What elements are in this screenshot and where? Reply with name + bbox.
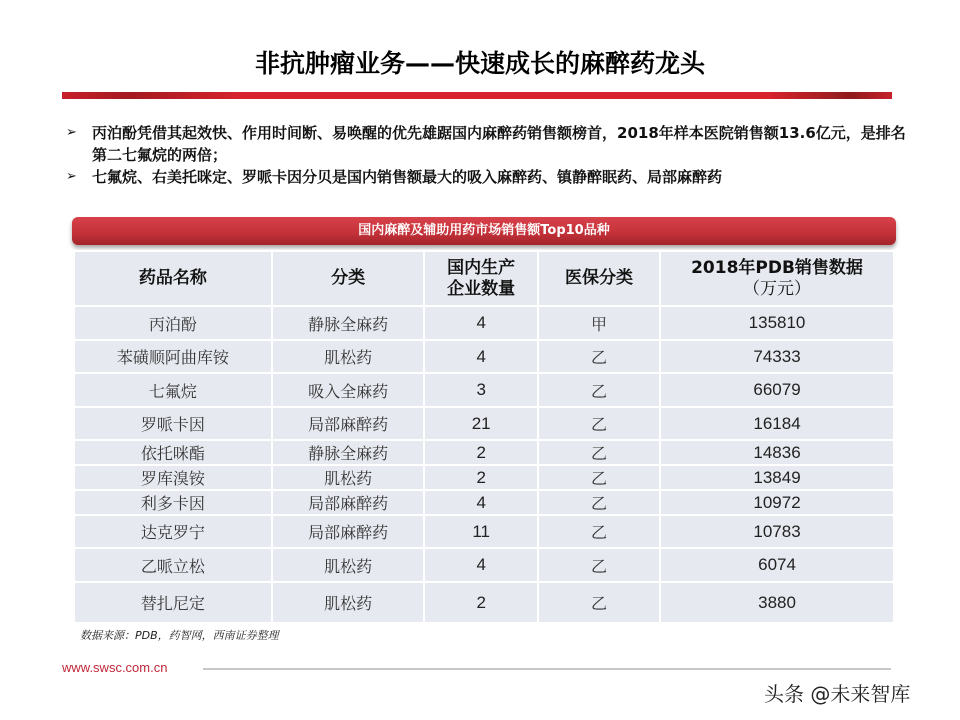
cell-category: 静脉全麻药 [272, 306, 425, 340]
cell-category: 肌松药 [272, 548, 425, 582]
footer-divider [203, 668, 891, 670]
table-banner: 国内麻醉及辅助用药市场销售额Top10品种 [72, 217, 896, 245]
cell-manufacturers: 3 [424, 373, 537, 407]
table-row [74, 306, 894, 340]
top10-drugs-table [73, 250, 895, 624]
cell-manufacturers: 21 [424, 407, 537, 440]
cell-sales: 10783 [660, 515, 894, 548]
cell-manufacturers: 4 [424, 548, 537, 582]
cell-category: 肌松药 [272, 582, 425, 623]
cell-manufacturers: 4 [424, 490, 537, 515]
table-header-row [74, 251, 894, 306]
table-row [74, 490, 894, 515]
cell-drug-name: 丙泊酚 [74, 306, 272, 340]
cell-sales: 10972 [660, 490, 894, 515]
table-row [74, 465, 894, 490]
cell-manufacturers: 4 [424, 340, 537, 373]
bullet-text: 七氟烷、右美托咪定、罗哌卡因分贝是国内销售额最大的吸入麻醉药、镇静醉眠药、局部麻醉药 [92, 168, 723, 186]
cell-insurance: 乙 [538, 515, 660, 548]
cell-category: 吸入全麻药 [272, 373, 425, 407]
cell-drug-name: 依托咪酯 [74, 440, 272, 465]
header-sales: 2018年PDB销售数据 （万元） [660, 251, 894, 306]
cell-manufacturers: 2 [424, 440, 537, 465]
cell-sales: 6074 [660, 548, 894, 582]
cell-sales: 135810 [660, 306, 894, 340]
arrow-right-icon: ➢ [66, 169, 77, 184]
cell-drug-name: 利多卡因 [74, 490, 272, 515]
title-underline [62, 92, 892, 99]
table-row [74, 548, 894, 582]
table-row [74, 373, 894, 407]
table-row [74, 407, 894, 440]
cell-insurance: 乙 [538, 490, 660, 515]
cell-insurance: 乙 [538, 373, 660, 407]
header-manufacturers: 国内生产 企业数量 [424, 251, 537, 306]
cell-drug-name: 七氟烷 [74, 373, 272, 407]
header-insurance: 医保分类 [538, 251, 660, 306]
page-title: 非抗肿瘤业务——快速成长的麻醉药龙头 [254, 49, 705, 78]
cell-insurance: 乙 [538, 582, 660, 623]
header-drug-name: 药品名称 [74, 251, 272, 306]
cell-drug-name: 罗库溴铵 [74, 465, 272, 490]
cell-sales: 16184 [660, 407, 894, 440]
bullet-text: 丙泊酚凭借其起效快、作用时间断、易唤醒的优先雄踞国内麻醉药销售额榜首，2018年样本医院销售额13.6亿元，是排名第二七氟烷的两倍； [92, 124, 906, 164]
cell-drug-name: 乙哌立松 [74, 548, 272, 582]
cell-sales: 66079 [660, 373, 894, 407]
cell-sales: 14836 [660, 440, 894, 465]
table-row [74, 440, 894, 465]
cell-manufacturers: 11 [424, 515, 537, 548]
cell-category: 肌松药 [272, 465, 425, 490]
header-category: 分类 [272, 251, 425, 306]
cell-manufacturers: 4 [424, 306, 537, 340]
cell-sales: 3880 [660, 582, 894, 623]
cell-category: 局部麻醉药 [272, 490, 425, 515]
cell-category: 局部麻醉药 [272, 515, 425, 548]
footer-url[interactable]: www.swsc.com.cn [62, 660, 168, 675]
watermark: 头条 @未来智库 [764, 682, 911, 706]
cell-category: 局部麻醉药 [272, 407, 425, 440]
cell-sales: 13849 [660, 465, 894, 490]
cell-drug-name: 达克罗宁 [74, 515, 272, 548]
cell-insurance: 甲 [538, 306, 660, 340]
cell-insurance: 乙 [538, 407, 660, 440]
cell-drug-name: 替扎尼定 [74, 582, 272, 623]
bullet-list [66, 122, 906, 188]
cell-manufacturers: 2 [424, 465, 537, 490]
data-source-note: 数据来源：PDB，药智网，西南证券整理 [80, 629, 279, 642]
table-row [74, 582, 894, 623]
cell-insurance: 乙 [538, 340, 660, 373]
arrow-right-icon: ➢ [66, 125, 77, 140]
cell-insurance: 乙 [538, 440, 660, 465]
cell-insurance: 乙 [538, 548, 660, 582]
cell-drug-name: 罗哌卡因 [74, 407, 272, 440]
bullet-item [66, 122, 906, 166]
bullet-item [66, 166, 906, 188]
cell-sales: 74333 [660, 340, 894, 373]
table-row [74, 515, 894, 548]
cell-manufacturers: 2 [424, 582, 537, 623]
cell-category: 静脉全麻药 [272, 440, 425, 465]
cell-insurance: 乙 [538, 465, 660, 490]
cell-category: 肌松药 [272, 340, 425, 373]
cell-drug-name: 苯磺顺阿曲库铵 [74, 340, 272, 373]
table-row [74, 340, 894, 373]
